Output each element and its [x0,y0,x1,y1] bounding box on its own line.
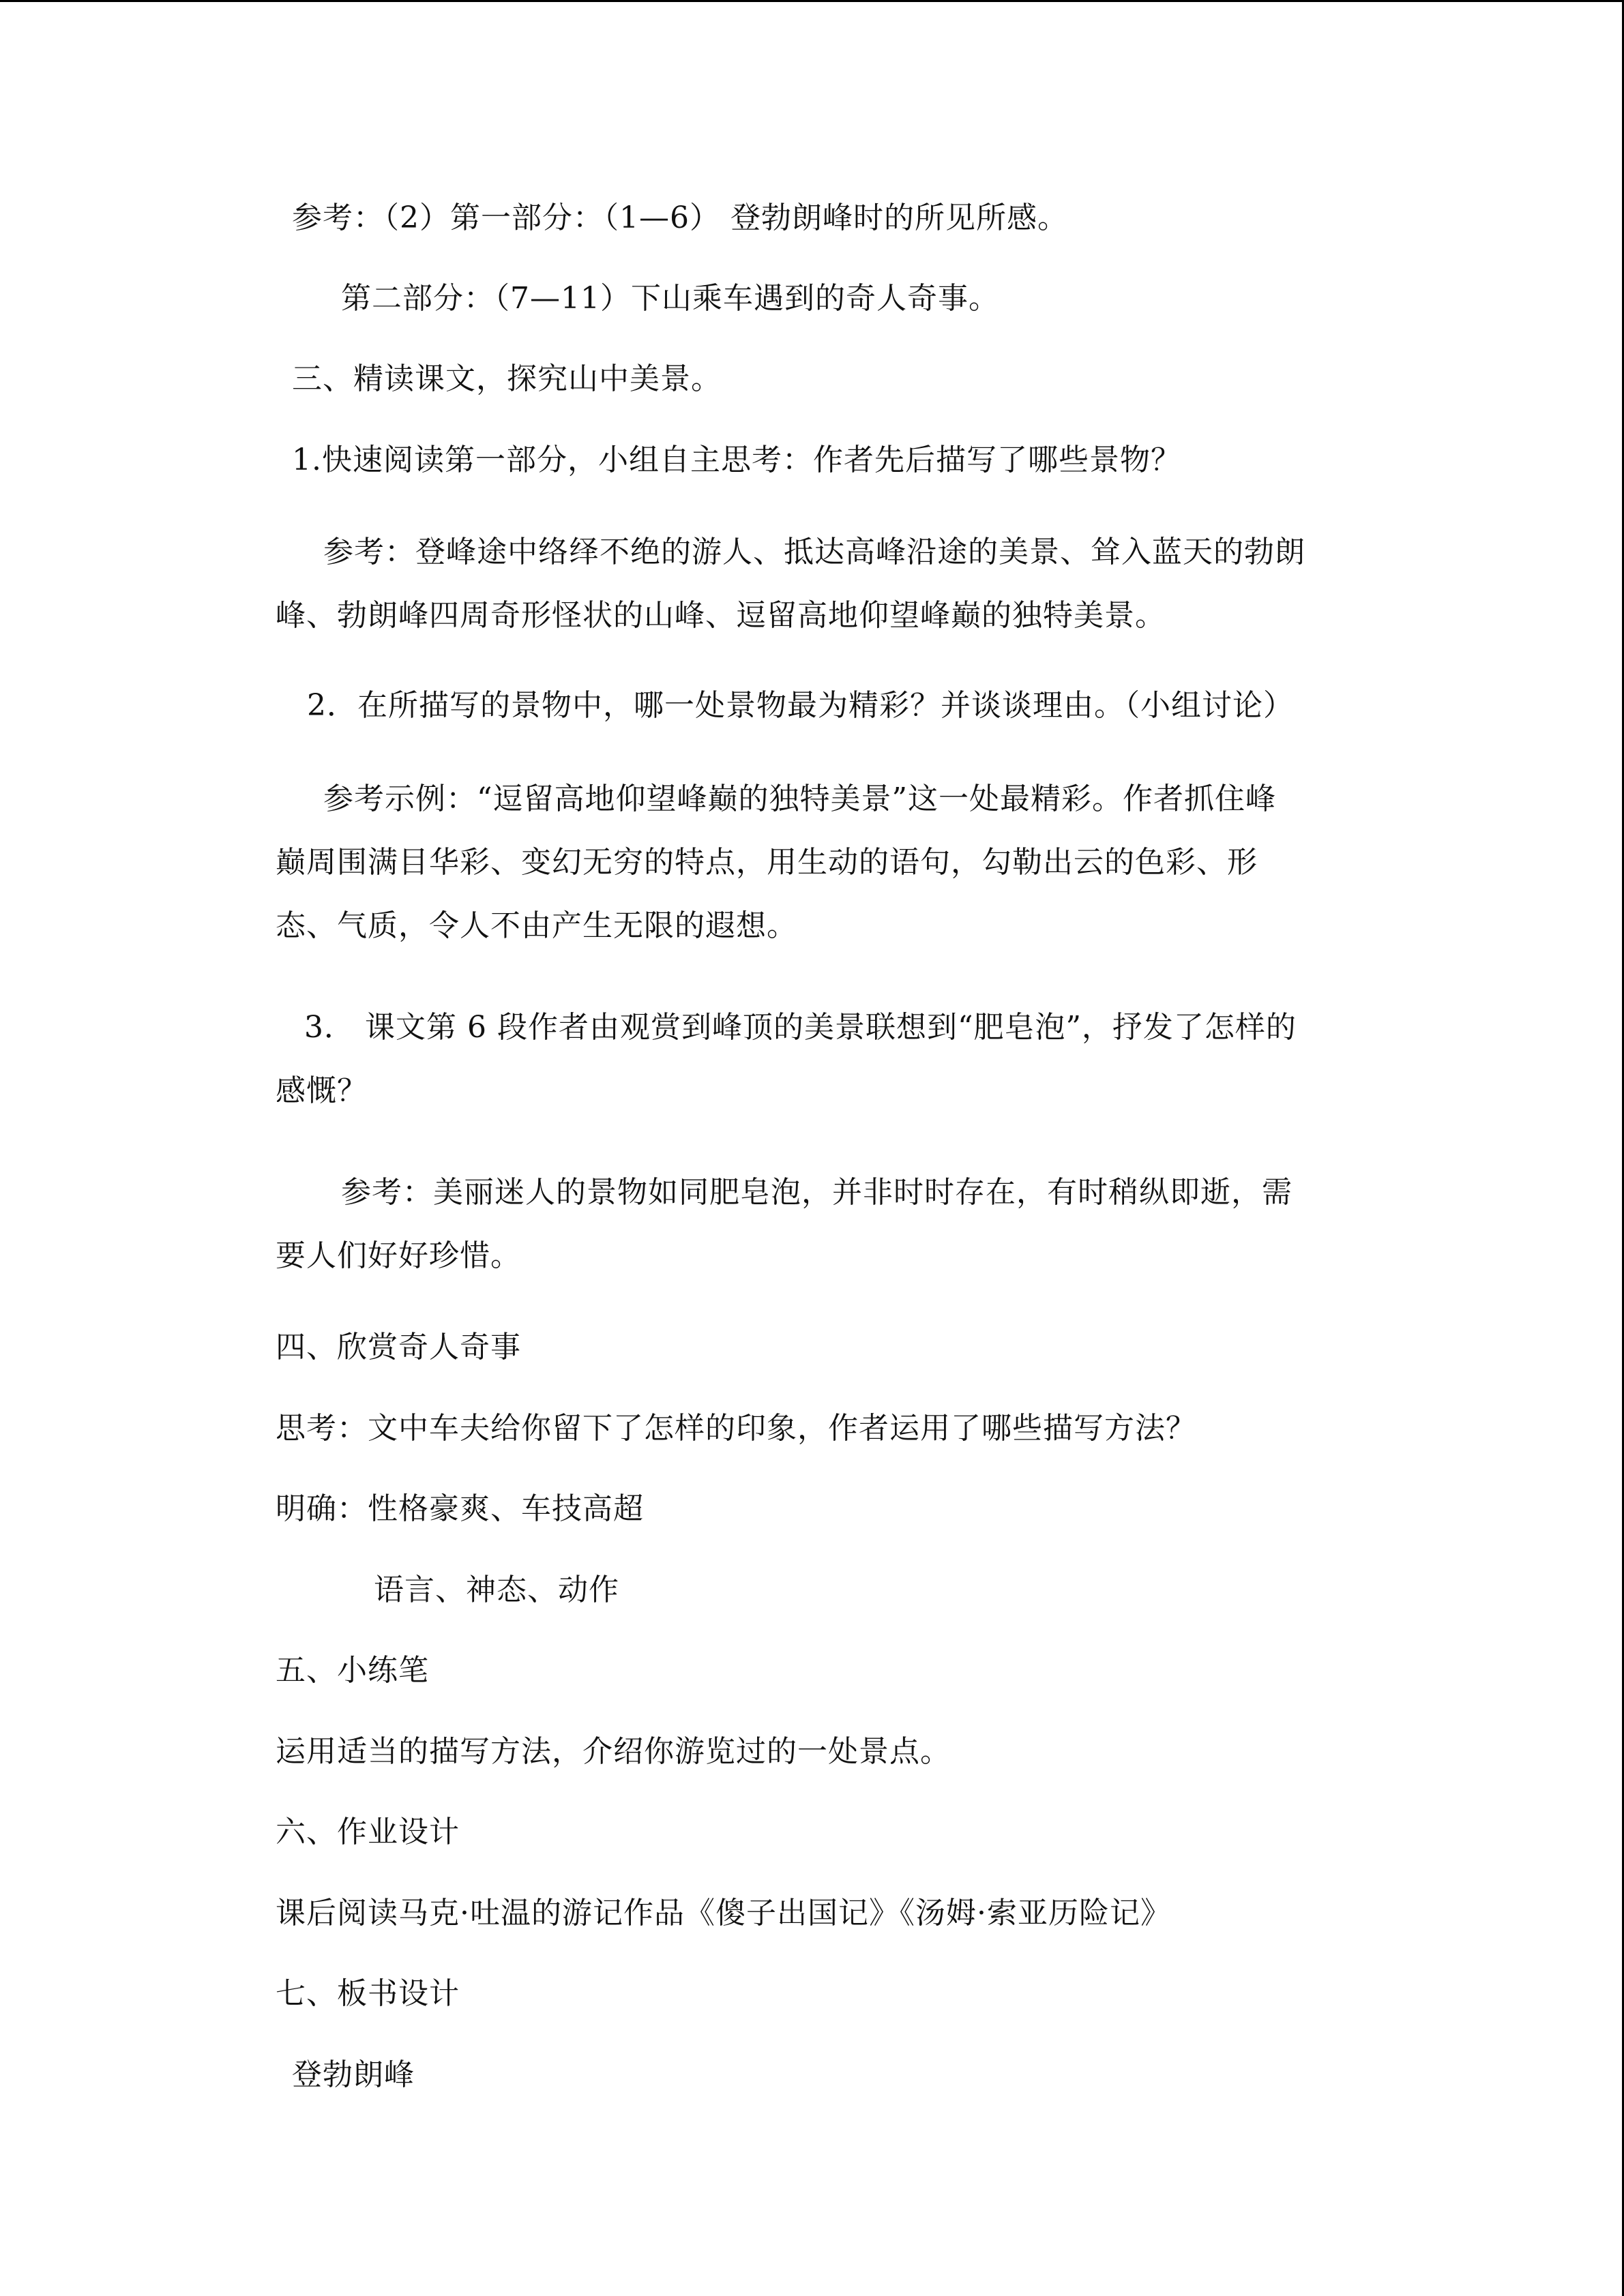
clarify-line-2: 语言、神态、动作 [374,1572,619,1607]
homework-line: 课后阅读马克·吐温的游记作品《傻子出国记》《汤姆·索亚历险记》 [276,1896,1171,1930]
answer-three-line-1: 参考：美丽迷人的景物如同肥皂泡，并非时时存在，有时稍纵即逝，需 [341,1175,1293,1210]
section-six-heading: 六、作业设计 [276,1815,460,1849]
answer-three-line-2: 要人们好好珍惜。 [276,1238,521,1273]
section-five-heading: 五、小练笔 [276,1653,429,1688]
question-one-line: 1.快速阅读第一部分，小组自主思考：作者先后描写了哪些景物？ [292,443,1181,477]
answer-one-line-1: 参考：登峰途中络绎不绝的游人、抵达高峰沿途的美景、耸入蓝天的勃朗 [323,535,1305,569]
question-two-line: 2．在所描写的景物中，哪一处景物最为精彩？并谈谈理由。（小组讨论） [307,688,1294,723]
reference-part-one-line: 参考：（2）第一部分：（1—6） 登勃朗峰时的所见所感。 [292,200,1068,235]
practice-task-line: 运用适当的描写方法，介绍你游览过的一处景点。 [276,1734,951,1769]
section-three-heading: 三、精读课文，探究山中美景。 [292,361,722,396]
answer-one-line-2: 峰、勃朗峰四周奇形怪状的山峰、逗留高地仰望峰巅的独特美景。 [276,598,1166,633]
clarify-line-1: 明确：性格豪爽、车技高超 [276,1491,644,1526]
page-top-border [0,0,1624,2]
think-question-line: 思考：文中车夫给你留下了怎样的印象，作者运用了哪些描写方法？ [276,1411,1196,1446]
section-seven-heading: 七、板书设计 [276,1976,460,2011]
question-three-line-2: 感慨？ [276,1073,368,1108]
answer-two-line-2: 巅周围满目华彩、变幻无穷的特点，用生动的语句，勾勒出云的色彩、形 [276,845,1258,880]
section-four-heading: 四、欣赏奇人奇事 [276,1330,521,1365]
blackboard-title-line: 登勃朗峰 [292,2057,415,2092]
reference-part-two-line: 第二部分：（7—11）下山乘车遇到的奇人奇事。 [341,281,999,316]
question-three-line-1: 3． 课文第 6 段作者由观赏到峰顶的美景联想到“肥皂泡”，抒发了怎样的 [304,1010,1297,1045]
answer-two-line-1: 参考示例：“逗留高地仰望峰巅的独特美景”这一处最精彩。作者抓住峰 [323,781,1276,816]
answer-two-line-3: 态、气质，令人不由产生无限的遐想。 [276,908,797,943]
